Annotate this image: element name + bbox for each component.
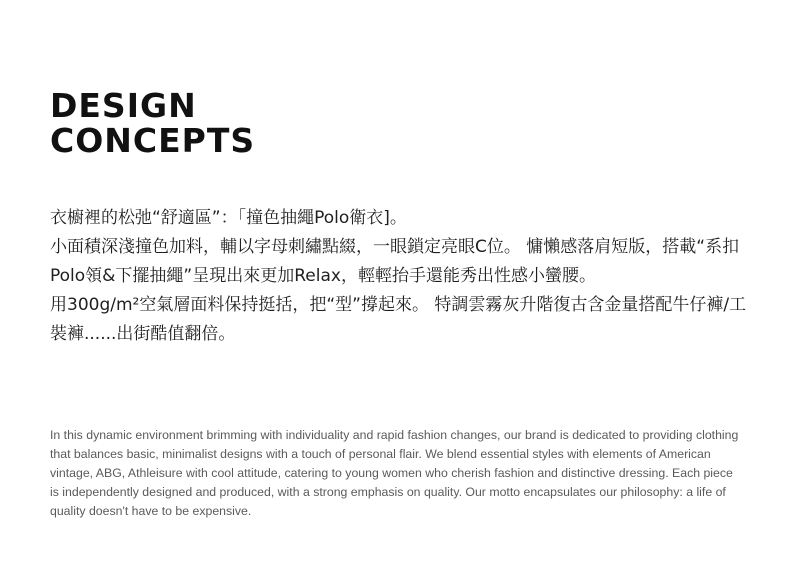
title-line-2: CONCEPTS — [50, 121, 256, 160]
chinese-paragraph-1: 衣櫥裡的松弛“舒適區”：「撞色抽繩Polo衛衣]。 — [50, 208, 407, 228]
chinese-paragraph-3: 用300g/m²空氣層面料保持挺括，把“型”撐起來。 特調雲霧灰升階復古含金量搭配牛仔褲/工裝褲......出街酷值翻倍。 — [50, 295, 747, 344]
title-line-1: DESIGN — [50, 86, 197, 125]
page-title — [50, 88, 255, 158]
chinese-description — [50, 204, 750, 349]
chinese-paragraph-2: 小面積深淺撞色加料，輔以字母刺繡點綴，一眼鎖定亮眼C位。 慵懶感落肩短版，搭載“系扣Polo領&下擺抽繩”呈現出來更加Relax，輕輕抬手還能秀出性感小蠻腰。 — [50, 237, 740, 286]
english-description: In this dynamic environment brimming with individuality and rapid fashion changes, our brand is dedicated to providing clothing that balances basic, minimalist designs with a touch of personal flair. We blend essential styles with elements of American vintage, ABG, Athleisure with cool attitude, catering to young women who cherish fashion and distinctive dressing. Each piece is independently designed and produced, with a strong emphasis on quality. Our motto encapsulates our philosophy: a life of quality doesn't have to be expensive. — [50, 428, 739, 518]
